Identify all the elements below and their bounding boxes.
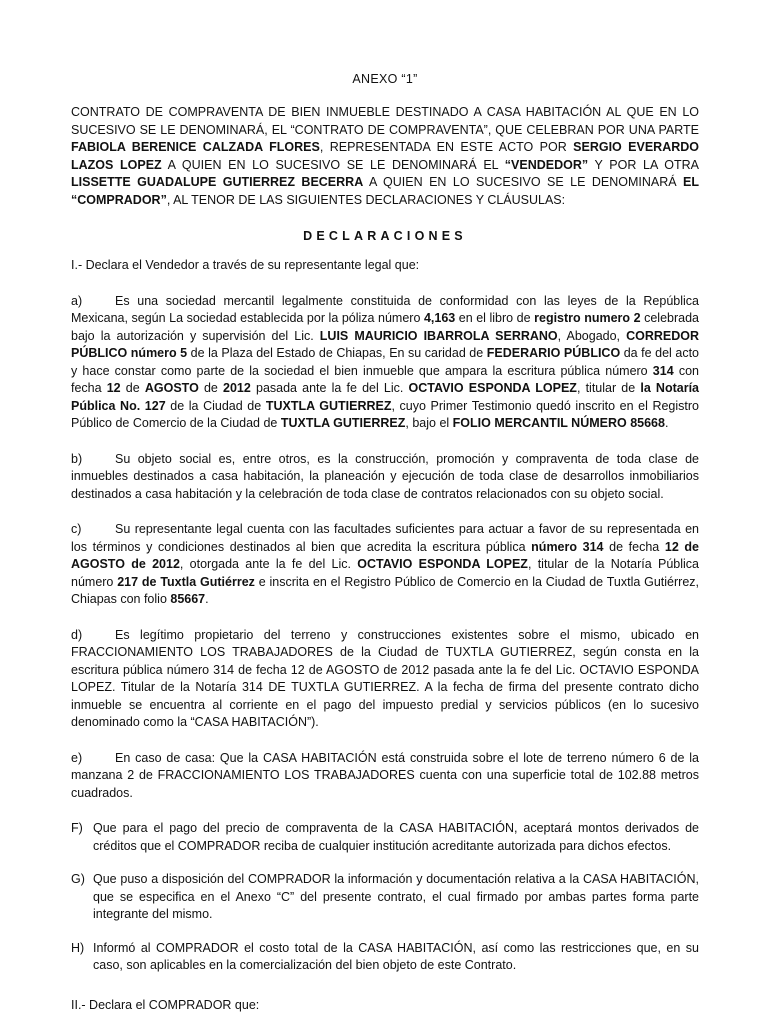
- bold-text: OCTAVIO ESPONDA LOPEZ: [408, 381, 577, 395]
- paragraph-label: c): [71, 522, 82, 536]
- buyer-term: EL “COMPRADOR”: [71, 175, 699, 207]
- intro-text: CONTRATO DE COMPRAVENTA DE BIEN INMUEBLE DESTINADO A CASA HABITACIÓN AL QUE EN LO SUCESIVO SE LE DENOMINARÁ, EL “CONTRATO DE COMPRAVENTA”, QUE CELEBRAN POR UNA PARTE: [71, 105, 699, 137]
- bold-text: TUXTLA GUTIERREZ: [280, 416, 406, 430]
- bold-text: FOLIO MERCANTIL NÚMERO 85668: [452, 416, 665, 430]
- paragraph-label: F): [71, 821, 83, 835]
- paragraph-c: [71, 521, 699, 609]
- text: en el libro de: [455, 311, 535, 325]
- text: da fe del acto y hace constar como parte de la sociedad el bien inmueble que ampara la escritura pública número: [71, 346, 699, 378]
- text: con fecha: [71, 363, 699, 395]
- text: , bajo el: [405, 416, 453, 430]
- text: , titular de la Notaría Pública número: [71, 557, 699, 589]
- paragraph-label: d): [71, 627, 83, 642]
- text: de la Plaza del Estado de Chiapas, En su caridad de: [187, 346, 487, 360]
- document-page: [71, 72, 699, 1014]
- paragraph-label: G): [71, 872, 85, 886]
- bold-text: OCTAVIO ESPONDA LOPEZ: [357, 557, 528, 571]
- bold-text: AGOSTO: [144, 381, 199, 395]
- paragraph-a: [71, 293, 699, 433]
- text: de: [198, 381, 224, 395]
- bold-text: 12 de AGOSTO de 2012: [71, 539, 699, 571]
- bold-text: LUIS MAURICIO IBARROLA SERRANO: [319, 328, 558, 343]
- text: En caso de casa: Que la CASA HABITACIÓN está construida sobre el lote de terreno número 6 de la manzana 2 de FRACCIONAMIENTO LOS TRABAJADORES cuenta con una superficie total de 102.88 metros cuadrados.: [71, 750, 699, 800]
- paragraph-e: [71, 750, 699, 803]
- paragraph-F: [71, 820, 699, 855]
- intro-text: A QUIEN EN LO SUCESIVO SE LE DENOMINARÁ EL: [161, 157, 505, 172]
- intro-text: , AL TENOR DE LAS SIGUIENTES DECLARACIONES Y CLÁUSULAS:: [166, 192, 566, 207]
- text: Su objeto social es, entre otros, es la construcción, promoción y compraventa de toda clase de inmuebles destinados a casa habitación, la planeación y ejecución de toda clase de desarrollos inmobiliarios destinados a casa habitación y la celebración de toda clase de contratos relacionados con su objeto social.: [71, 451, 699, 501]
- bold-text: 2012: [223, 381, 251, 395]
- contract-intro: [71, 104, 699, 209]
- paragraph-G: [71, 871, 699, 924]
- paragraph-b: [71, 451, 699, 504]
- seller-name: FABIOLA BERENICE CALZADA FLORES: [71, 140, 320, 154]
- text: Es legítimo propietario del terreno y construcciones existentes sobre el mismo, ubicado en FRACCIONAMIENTO LOS TRABAJADORES de la Ciudad de TUXTLA GUTIERREZ, según consta en la escritura pública número 314 de fecha 12 de AGOSTO de 2012 pasada ante la fe del Lic. OCTAVIO ESPONDA LOPEZ. Titular de la Notaría 314 DE TUXTLA GUTIERREZ. A la fecha de firma del presente contrato dicho inmueble se encuentra al corriente en el pago del impuesto predial y servicios públicos (en lo sucesivo denominado como la “CASA HABITACIÓN”).: [71, 627, 699, 729]
- bold-text: la Notaría Pública No. 127: [71, 381, 700, 413]
- bold-text: registro numero 2: [534, 311, 641, 325]
- bold-text: FEDERARIO PÚBLICO: [486, 346, 621, 360]
- bold-text: TUXTLA GUTIERREZ: [265, 398, 392, 413]
- paragraph-label: a): [71, 293, 83, 308]
- seller-term: “VENDEDOR”: [504, 157, 589, 172]
- text: de fecha: [603, 539, 665, 554]
- bold-text: CORREDOR PÚBLICO número 5: [71, 328, 700, 360]
- declarations-heading: DECLARACIONES: [303, 229, 467, 243]
- text: celebrada bajo la autorización y supervisión del Lic.: [71, 311, 699, 343]
- paragraph-d: [71, 627, 699, 732]
- text: de la Ciudad de: [165, 398, 266, 413]
- text: .: [664, 416, 669, 430]
- representative-name: SERGIO EVERARDO LAZOS LOPEZ: [71, 140, 700, 172]
- text: .: [205, 592, 209, 606]
- text: , cuyo Primer Testimonio quedó inscrito en el Registro Público de Comercio de la Ciudad de: [71, 398, 699, 430]
- text: e inscrita en el Registro Público de Comercio en la Ciudad de Tuxtla Gutiérrez, Chiapas con folio: [71, 574, 700, 606]
- section-2-heading: II.- Declara el COMPRADOR que:: [71, 997, 260, 1012]
- bold-text: 85667: [170, 592, 206, 606]
- bold-text: 217 de Tuxtla Gutiérrez: [117, 574, 255, 589]
- text: Que puso a disposición del COMPRADOR la información y documentación relativa a la CASA HABITACIÓN, que se especifica en el Anexo “C” del presente contrato, el cual firmado por ambas partes forma parte integrante del mismo.: [93, 872, 699, 921]
- text: Que para el pago del precio de compraventa de la CASA HABITACIÓN, aceptará montos derivados de créditos que el COMPRADOR reciba de cualquier institución acreditante autorizada para dichos efectos.: [93, 821, 699, 853]
- intro-text: Y POR LA OTRA: [588, 157, 700, 172]
- text: Su representante legal cuenta con las facultades suficientes para actuar a favor de su representada en los términos y condiciones destinados al bien que acredita la escritura pública: [71, 522, 699, 554]
- text: , otorgada ante la fe del Lic.: [179, 557, 358, 571]
- text: , titular de: [576, 381, 641, 395]
- section-1-heading: I.- Declara el Vendedor a través de su representante legal que:: [71, 258, 420, 272]
- annex-title: ANEXO “1”: [352, 72, 418, 86]
- text: de: [120, 381, 145, 395]
- intro-text: , REPRESENTADA EN ESTE ACTO POR: [319, 140, 574, 154]
- buyer-name: LISSETTE GUADALUPE GUTIERREZ BECERRA: [71, 175, 364, 189]
- bold-text: 4,163: [423, 311, 456, 325]
- bold-text: 12: [106, 381, 121, 395]
- text: Informó al COMPRADOR el costo total de la CASA HABITACIÓN, así como las restricciones que, en su caso, son aplicables en la comercialización del bien objeto de este Contrato.: [93, 940, 699, 972]
- intro-text: A QUIEN EN LO SUCESIVO SE LE DENOMINARÁ: [363, 175, 684, 189]
- paragraph-label: b): [71, 451, 83, 466]
- paragraph-H: [71, 940, 699, 975]
- text: , Abogado,: [557, 328, 627, 343]
- text: pasada ante la fe del Lic.: [250, 381, 409, 395]
- bold-text: 314: [652, 363, 674, 378]
- paragraph-label: H): [71, 940, 85, 955]
- paragraph-label: e): [71, 750, 83, 765]
- bold-text: número 314: [531, 539, 604, 554]
- text: Es una sociedad mercantil legalmente constituida de conformidad con las leyes de la República Mexicana, según La sociedad establecida por la póliza número: [71, 293, 699, 325]
